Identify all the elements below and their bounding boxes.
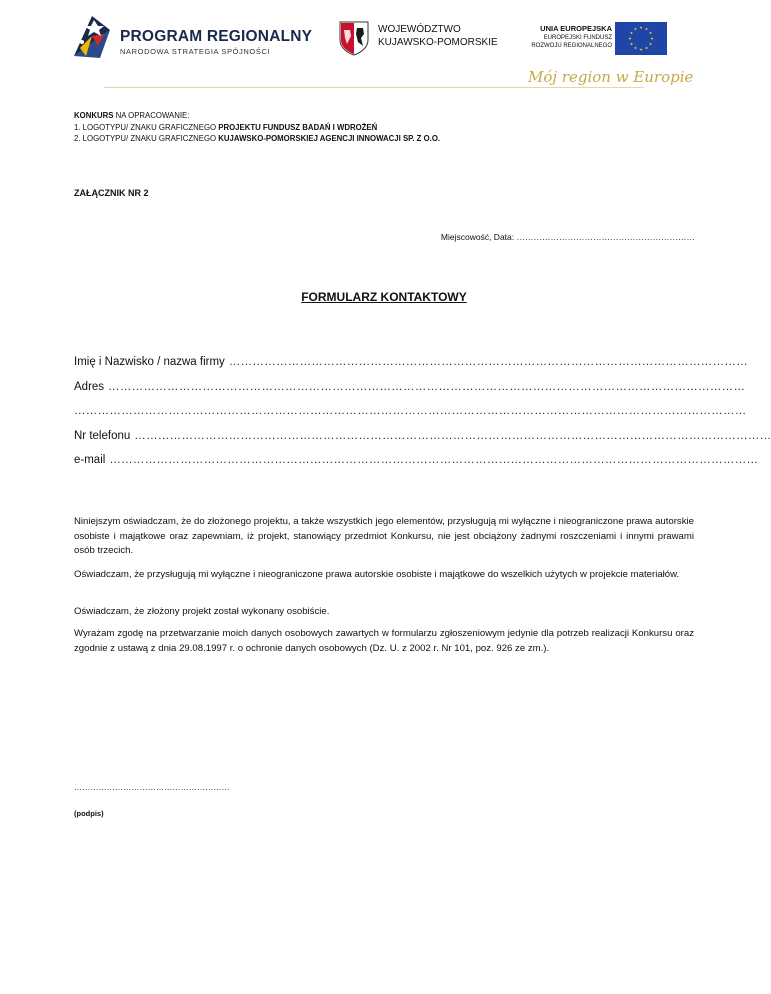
- header-divider: [104, 87, 644, 88]
- region-name-line2: KUJAWSKO-POMORSKIE: [378, 37, 498, 48]
- region-name-line1: WOJEWÓDZTWO: [378, 24, 461, 35]
- declaration-personal-work: Oświadczam, że złożony projekt został wykonany osobiście.: [74, 606, 330, 617]
- region-crest-icon: [338, 20, 370, 56]
- phone-field-label: Nr telefonu: [74, 429, 131, 442]
- name-field-label: Imię i Nazwisko / nazwa firmy: [74, 356, 225, 368]
- email-field-dots[interactable]: …………………………………………………………………………………………………………………………………………………: [109, 454, 759, 466]
- program-regionalny-title: PROGRAM REGIONALNY: [120, 28, 313, 45]
- form-title: FORMULARZ KONTAKTOWY: [301, 290, 467, 304]
- declaration-copyright: Niniejszym oświadczam, że do złożonego projektu, a także wszystkich jego elementów, przysługują mi wyłączne i nieograniczone prawa autorskie osobiste i majątkowe oraz zapewniam, iż projekt, stanowiący przedmiot Konkursu, nie jest obciążony żadnymi roszczeniami i innymi prawami osób trzecich.: [74, 516, 694, 557]
- competition-line-3: [74, 133, 440, 145]
- eu-fund-line2: ROZWOJU REGIONALNEGO: [531, 43, 612, 49]
- eu-fund-line1: EUROPEJSKI FUNDUSZ: [543, 35, 612, 41]
- address-continuation-field[interactable]: [74, 405, 747, 430]
- eu-text-block: [531, 24, 612, 50]
- kujawsko-pomorskie-logo: [338, 20, 498, 56]
- declaration-materials: Oświadczam, że przysługują mi wyłączne i nieograniczone prawa autorskie osobiste i majątkowe do wszelkich użytych w projekcie materiałów.: [74, 569, 680, 580]
- attachment-number: ZAŁĄCZNIK NR 2: [74, 188, 149, 198]
- program-regionalny-subtitle: NARODOWA STRATEGIA SPÓJNOŚCI: [120, 47, 271, 56]
- data-processing-consent: Wyrażam zgodę na przetwarzanie moich danych osobowych zawartych w formularzu zgłoszeniowym jedynie dla potrzeb realizacji Konkursu oraz zgodnie z ustawą z dnia 29.08.1997 r. o ochronie danych osobowych (Dz. U. z 2002 r. Nr 101, poz. 926 ze zm.).: [74, 628, 694, 654]
- program-regionalny-logo: [70, 12, 313, 62]
- address-field[interactable]: [74, 380, 746, 406]
- signature-line[interactable]: …………………………………………………: [74, 783, 230, 792]
- signature-label: (podpis): [74, 809, 104, 818]
- place-date-field[interactable]: Miejscowość, Data: ………………………………………………………: [440, 232, 695, 242]
- email-field[interactable]: [74, 454, 759, 479]
- eu-flag-icon: [615, 22, 667, 55]
- competition-line-3-bold: KUJAWSKO-POMORSKIEJ AGENCJI INNOWACJI SP. Z O.O.: [218, 134, 441, 143]
- competition-line-3-prefix: 2. LOGOTYPU/ ZNAKU GRAFICZNEGO: [74, 134, 219, 143]
- competition-keyword: KONKURS: [74, 111, 114, 120]
- eu-logo: [520, 20, 670, 56]
- document-header: [0, 0, 768, 100]
- name-field-dots[interactable]: ……………………………………………………………………………………………………………………: [228, 356, 749, 368]
- eu-title: UNIA EUROPEJSKA: [540, 24, 612, 33]
- address-continuation-dots[interactable]: ………………………………………………………………………………………………………………………………………………………: [74, 405, 747, 417]
- program-regionalny-mark-icon: [70, 12, 114, 60]
- motto-text: Mój region w Europie: [528, 68, 694, 86]
- email-field-label: e-mail: [74, 454, 106, 466]
- competition-line-1: [74, 110, 440, 122]
- competition-line-2-bold: PROJEKTU FUNDUSZ BADAŃ I WDROŻEŃ: [218, 122, 378, 132]
- competition-line-2: [74, 122, 440, 134]
- phone-field-dots[interactable]: ………………………………………………………………………………………………………………………………………………: [134, 429, 771, 442]
- phone-field[interactable]: [74, 429, 771, 455]
- competition-line-1-rest: NA OPRACOWANIE:: [113, 111, 190, 120]
- name-field[interactable]: [74, 356, 749, 381]
- competition-description: [74, 110, 440, 145]
- contact-fields: [74, 356, 771, 479]
- competition-line-2-prefix: 1. LOGOTYPU/ ZNAKU GRAFICZNEGO: [74, 122, 219, 132]
- address-field-dots[interactable]: ………………………………………………………………………………………………………………………………………………: [108, 380, 746, 393]
- address-field-label: Adres: [74, 380, 105, 393]
